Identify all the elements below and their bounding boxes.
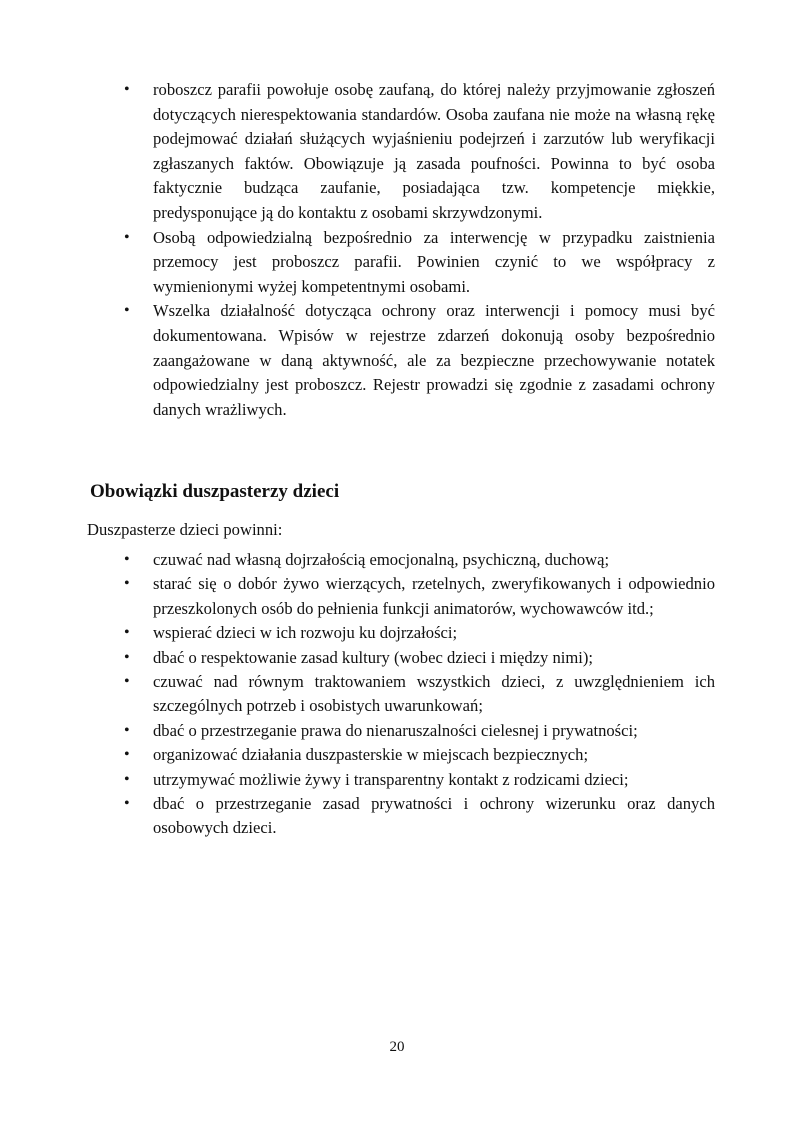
list-item-text: czuwać nad równym traktowaniem wszystkich dzieci, z uwzględnieniem ich szczególnych potrzeb i osobistych uwarunkowań;: [153, 672, 715, 716]
list-item: [110, 299, 715, 422]
section-heading: Obowiązki duszpasterzy dzieci: [90, 481, 340, 502]
bullet-icon: •: [124, 746, 130, 764]
list-item: [110, 768, 715, 792]
list-item-text: czuwać nad własną dojrzałością emocjonalną, psychiczną, duchową;: [153, 550, 610, 569]
list-item-text: organizować działania duszpasterskie w miejscach bezpiecznych;: [153, 745, 589, 765]
list-item: [110, 226, 715, 300]
responsibilities-list: [110, 78, 715, 422]
list-item: [110, 78, 715, 226]
bullet-icon: •: [124, 551, 130, 568]
list-item-text: Osobą odpowiedzialną bezpośrednio za interwencję w przypadku zaistnienia przemocy jest proboszcz parafii. Powinien czynić to we współpracy z wymienionymi wyżej kompetentnymi osobami.: [153, 227, 715, 296]
list-item: [110, 621, 715, 645]
list-item: [110, 572, 715, 621]
list-item: [110, 670, 715, 719]
list-item-text: dbać o przestrzeganie zasad prywatności i ochrony wizerunku oraz danych osobowych dzieci.: [153, 794, 715, 838]
section-intro: Duszpasterze dzieci powinni:: [87, 520, 283, 539]
bullet-icon: •: [124, 81, 130, 98]
list-item: [110, 646, 715, 670]
bullet-icon: •: [124, 770, 130, 788]
page-number: 20: [389, 1039, 405, 1055]
list-item: [110, 548, 715, 572]
bullet-icon: •: [124, 795, 130, 813]
bullet-icon: •: [124, 721, 130, 739]
list-item-text: roboszcz parafii powołuje osobę zaufaną, do której należy przyjmowanie zgłoszeń dotyczących nierespektowania standardów. Osoba zaufana nie może na własną rękę podejmować działań służących wyjaśnieniu podejrzeń i zarzutów lub weryfikacji zgłaszanych faktów. Obowiązuje ją zasada poufności. Powinna to być osoba faktycznie budząca zaufanie, posiadająca tzw. kompetencje miękkie, predysponujące ją do kontaktu z osobami skrzywdzonymi.: [153, 80, 715, 222]
list-item-text: utrzymywać możliwie żywy i transparentny kontakt z rodzicami dzieci;: [153, 769, 629, 789]
list-item-text: wspierać dzieci w ich rozwoju ku dojrzałości;: [153, 623, 458, 643]
list-item-text: dbać o respektowanie zasad kultury (wobec dzieci i między nimi);: [153, 647, 594, 667]
list-item-text: Wszelka działalność dotycząca ochrony oraz interwencji i pomocy musi być dokumentowana. Wpisów w rejestrze zdarzeń dokonują osoby bezpośrednio zaangażowane w daną aktywność, ale za bezpieczne przechowywanie notatek odpowiedzialny jest proboszcz. Rejestr prowadzi się zgodnie z zasadami ochrony danych wrażliwych.: [153, 301, 715, 419]
list-item-text: dbać o przestrzeganie prawa do nienaruszalności cielesnej i prywatności;: [153, 720, 638, 740]
bullet-icon: •: [124, 624, 130, 642]
bullet-icon: •: [124, 302, 130, 320]
list-item: [110, 719, 715, 743]
list-item-text: starać się o dobór żywo wierzących, rzetelnych, zweryfikowanych i odpowiednio przeszkolonych osób do pełnienia funkcji animatorów, wychowawców itd.;: [153, 574, 715, 618]
duties-list: [110, 548, 715, 841]
list-item: [110, 792, 715, 841]
bullet-icon: •: [124, 228, 130, 246]
bullet-icon: •: [124, 575, 130, 593]
bullet-icon: •: [124, 673, 130, 691]
list-item: [110, 743, 715, 767]
bullet-icon: •: [124, 648, 130, 666]
